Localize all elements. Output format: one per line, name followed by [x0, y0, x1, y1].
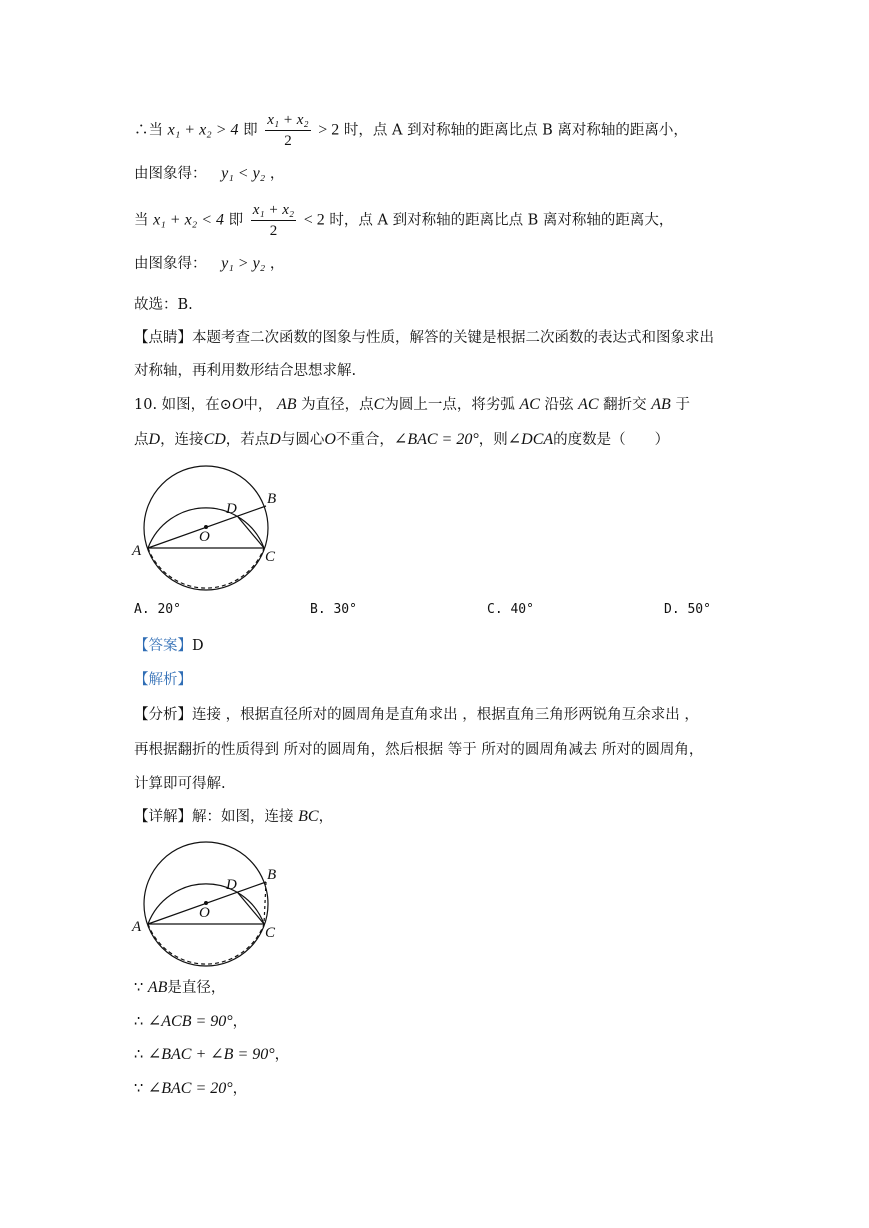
option-b: B. 30° — [310, 602, 357, 617]
fenxi-line-1 — [134, 705, 699, 725]
text: 时，点 A 到对称轴的距离比点 B 离对称轴的距离大， — [329, 212, 674, 229]
fenxi-tag: 【分析】 — [134, 707, 192, 723]
math-angle: ∠DCA — [507, 431, 554, 448]
text: ，连接 — [160, 432, 204, 448]
fraction-denominator: 2 — [269, 223, 278, 239]
answer-tag: 【答案】 — [134, 638, 192, 654]
figure-circle-2 — [128, 836, 288, 972]
math: C — [373, 396, 385, 413]
text: 当 — [134, 212, 149, 229]
text: 由图象得： — [134, 256, 207, 272]
sol9-comment-2: 对称轴，再利用数形结合思想求解. — [134, 363, 357, 379]
sol9-comment-1 — [134, 328, 714, 348]
fraction-numerator: x₁ + x₂ — [265, 110, 310, 131]
label-d: D — [226, 877, 237, 893]
math: D — [148, 431, 161, 448]
analysis-tag: 【解析】 — [134, 672, 192, 688]
because-symbol: ∵ — [134, 980, 144, 996]
text: 由图象得： — [134, 166, 207, 182]
option-c: C. 40° — [487, 602, 534, 617]
text: 即 — [228, 212, 244, 229]
fraction-denominator: 2 — [284, 133, 292, 149]
math: AB — [277, 396, 297, 413]
because-symbol: ∵ — [134, 1081, 144, 1097]
step-2 — [134, 1012, 247, 1032]
text: ， — [318, 809, 334, 825]
segment-bc — [264, 882, 266, 924]
label-b: B — [267, 491, 277, 507]
math: ∠ACB = 90° — [147, 1013, 233, 1030]
math-inequality: y₁ > y₂ — [221, 255, 266, 272]
math: AB — [651, 396, 671, 413]
text: ， — [274, 1047, 290, 1063]
figure-circle-1 — [128, 460, 288, 596]
text: 点 — [134, 432, 149, 448]
text: ， — [269, 166, 285, 182]
label-c: C — [265, 549, 276, 565]
math: AB — [147, 979, 168, 996]
math: ∠BAC + ∠B = 90° — [147, 1046, 275, 1063]
fenxi-line-2: 再根据翻折的性质得到 所对的圆周角，然后根据 等于 所对的圆周角减去 所对的圆周角， — [134, 742, 704, 758]
segment-cd — [238, 893, 264, 924]
text: ， — [232, 1081, 248, 1097]
math: BC — [298, 808, 319, 825]
text: 本题考查二次函数的图象与性质，解答的关键是根据二次函数的表达式和图象求出 — [192, 330, 714, 346]
text: ， — [269, 256, 285, 272]
text: ，则 — [478, 432, 508, 448]
fraction — [265, 110, 310, 151]
therefore-symbol: ∴ — [134, 1047, 144, 1063]
text: 为圆上一点，将劣弧 — [384, 397, 515, 413]
fraction — [251, 200, 296, 241]
math-angle: ∠BAC = 20° — [393, 431, 479, 448]
text: 时，点 A 到对称轴的距离比点 B 离对称轴的距离小， — [343, 122, 688, 139]
text: 是直径， — [167, 980, 226, 996]
label-a: A — [132, 543, 142, 559]
text: 不重合， — [335, 432, 394, 448]
text: 解：如图，连接 — [192, 809, 294, 825]
math-inequality: y₁ < y₂ — [221, 165, 266, 182]
option-d: D. 50° — [664, 602, 711, 617]
math-compare: > 2 — [318, 121, 340, 139]
math-condition: x₁ + x₂ < 4 — [153, 211, 225, 229]
text: 为直径，点 — [301, 397, 374, 413]
label-o: O — [199, 529, 210, 545]
sol9-line-3 — [134, 200, 673, 241]
sol9-answer: 故选：B. — [134, 297, 193, 313]
segment-cd — [238, 517, 264, 548]
text: ∴当 — [134, 122, 163, 139]
text: 于 — [675, 397, 690, 413]
sol9-line-4 — [134, 254, 284, 274]
math: ∠BAC = 20° — [147, 1080, 233, 1097]
math: O — [324, 431, 336, 448]
therefore-symbol: ∴ — [134, 1014, 144, 1030]
text: ， — [232, 1014, 248, 1030]
math: AC — [578, 396, 599, 413]
text: 10. 如图，在⊙ — [134, 397, 232, 413]
q10-stem-1 — [134, 395, 690, 415]
text: ，若点 — [225, 432, 270, 448]
sol9-line-1 — [134, 110, 688, 151]
label-b: B — [267, 867, 277, 883]
fraction-numerator: x₁ + x₂ — [251, 200, 296, 221]
label-c: C — [265, 925, 276, 941]
text: 的度数是（ ） — [553, 432, 670, 448]
label-a: A — [132, 919, 142, 935]
text: 翻折交 — [603, 397, 647, 413]
sol9-line-2 — [134, 164, 284, 184]
answer-line — [134, 636, 204, 656]
math: AC — [519, 396, 540, 413]
detail-tag: 【详解】 — [134, 809, 192, 825]
math-compare: < 2 — [303, 211, 325, 229]
step-3 — [134, 1045, 289, 1065]
text: 与圆心 — [280, 432, 325, 448]
text: 连接 ，根据直径所对的圆周角是直角求出 ，根据直角三角形两锐角互余求出 ， — [192, 707, 699, 723]
dashed-arc — [148, 548, 264, 588]
option-a: A. 20° — [134, 602, 181, 617]
math: O — [231, 396, 244, 413]
label-o: O — [199, 905, 210, 921]
math-condition: x₁ + x₂ > 4 — [167, 121, 239, 139]
answer-value: D — [192, 638, 204, 654]
text: 中， — [243, 397, 273, 413]
fenxi-line-3: 计算即可得解. — [134, 776, 226, 792]
detail-line — [134, 807, 333, 827]
text: 沿弦 — [544, 397, 574, 413]
text: 即 — [243, 122, 258, 139]
label-d: D — [226, 501, 237, 517]
dashed-arc — [148, 924, 264, 964]
math: D — [269, 431, 281, 448]
math: CD — [203, 431, 226, 448]
q10-stem-2 — [134, 430, 669, 450]
step-1 — [134, 978, 225, 998]
comment-tag: 【点睛】 — [134, 330, 192, 346]
step-4 — [134, 1079, 247, 1099]
